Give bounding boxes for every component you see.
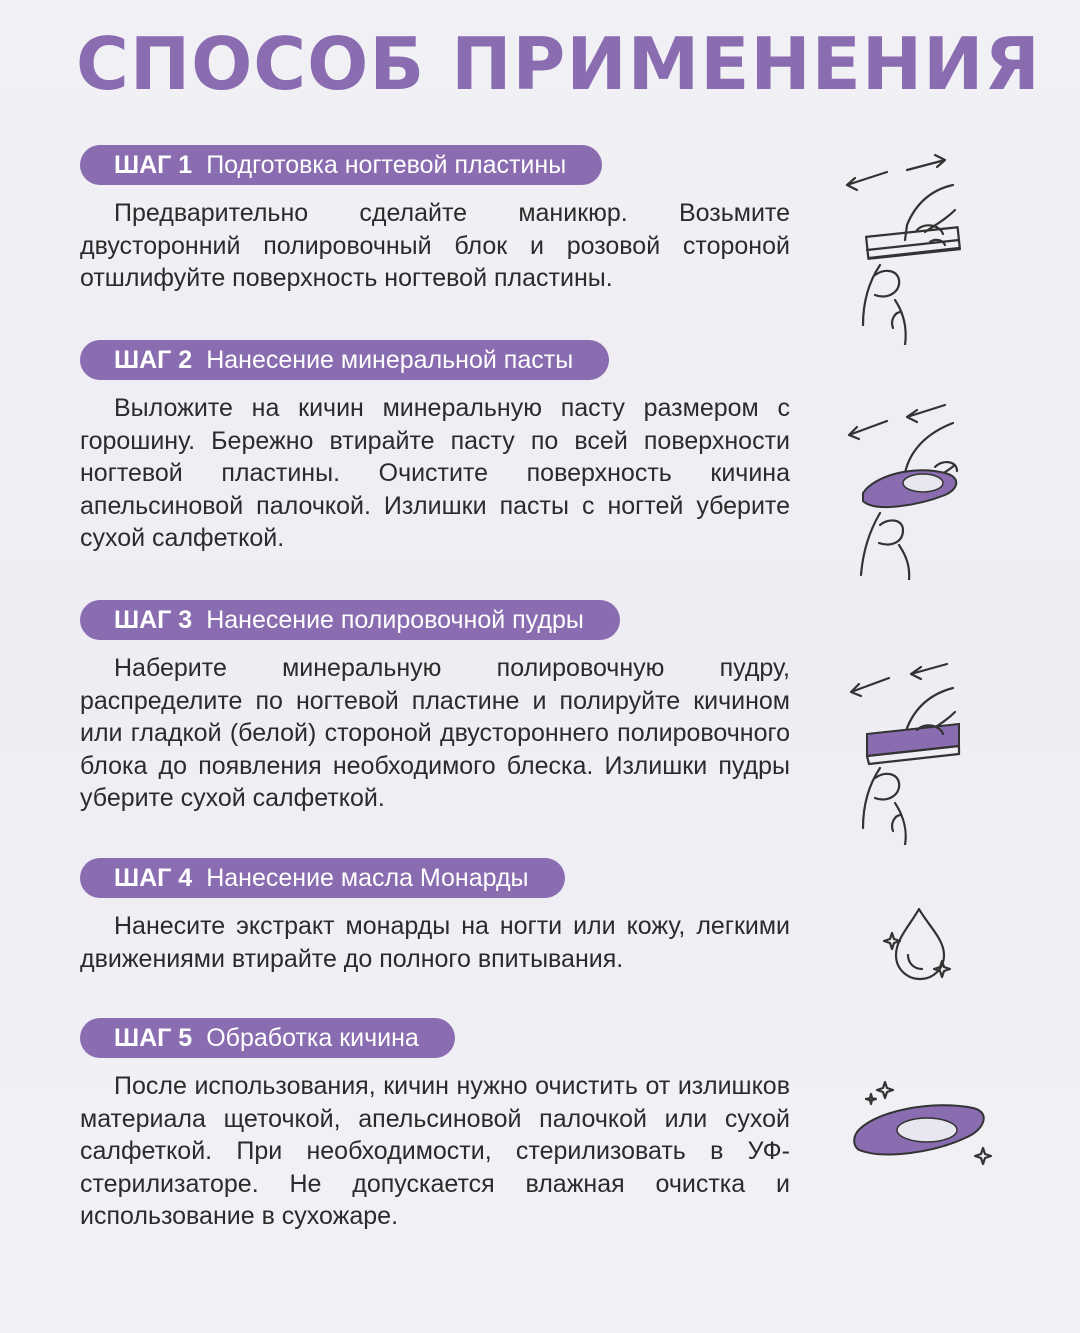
step-1-pill <box>80 145 602 185</box>
step-2-number: ШАГ 2 <box>114 346 193 374</box>
step-3-number: ШАГ 3 <box>114 606 193 634</box>
step-4-pill <box>80 858 565 898</box>
step-4-heading: Нанесение масла Монарды <box>206 864 529 892</box>
clean-kichin-icon <box>845 1070 1005 1175</box>
step-1-text: Предварительно сделайте маникюр. Возьмите двусторонний полировочный блок и розовой стороной отшлифуйте поверхность ногтевой пластины. <box>80 199 790 292</box>
step-4-text: Нанесите экстракт монарды на ногти или кожу, легкими движениями втирайте до полного впитывания. <box>80 912 790 973</box>
step-3-pill <box>80 600 620 640</box>
hand-kichin-icon <box>835 395 985 580</box>
step-1 <box>80 145 790 295</box>
page-title: СПОСОБ ПРИМЕНЕНИЯ <box>76 22 1041 106</box>
step-2-heading: Нанесение минеральной пасты <box>206 346 574 374</box>
step-5-text: После использования, кичин нужно очистить от излишков материала щеточкой, апельсиновой палочкой или сухой салфеткой. При необходимости, стерилизовать в УФ-стерилизаторе. Не допускается влажная очистка и использование в сухожаре. <box>80 1072 790 1230</box>
hand-buffer-block-icon <box>835 150 985 345</box>
step-2 <box>80 340 790 555</box>
step-5-number: ШАГ 5 <box>114 1024 193 1052</box>
step-1-heading: Подготовка ногтевой пластины <box>206 151 567 179</box>
step-5-pill <box>80 1018 455 1058</box>
step-3-heading: Нанесение полировочной пудры <box>206 606 584 634</box>
step-1-number: ШАГ 1 <box>114 151 193 179</box>
step-5-heading: Обработка кичина <box>206 1024 419 1052</box>
step-4-number: ШАГ 4 <box>114 864 193 892</box>
oil-drop-icon <box>882 905 957 985</box>
hand-buffer-purple-icon <box>835 650 985 845</box>
step-2-text: Выложите на кичин минеральную пасту размером с горошину. Бережно втирайте пасту по всей поверхности ногтевой пластины. Очистите поверхность кичина апельсиновой палочкой. Излишки пасты с ногтей уберите сухой салфеткой. <box>80 394 790 552</box>
step-2-pill <box>80 340 609 380</box>
step-4 <box>80 858 790 975</box>
step-5 <box>80 1018 790 1233</box>
step-3 <box>80 600 790 815</box>
step-3-text: Наберите минеральную полировочную пудру, распределите по ногтевой пластине и полируйте кичином или гладкой (белой) стороной двустороннего полировочного блока до появления необходимого блеска. Излишки пудры уберите сухой салфеткой. <box>80 654 790 812</box>
